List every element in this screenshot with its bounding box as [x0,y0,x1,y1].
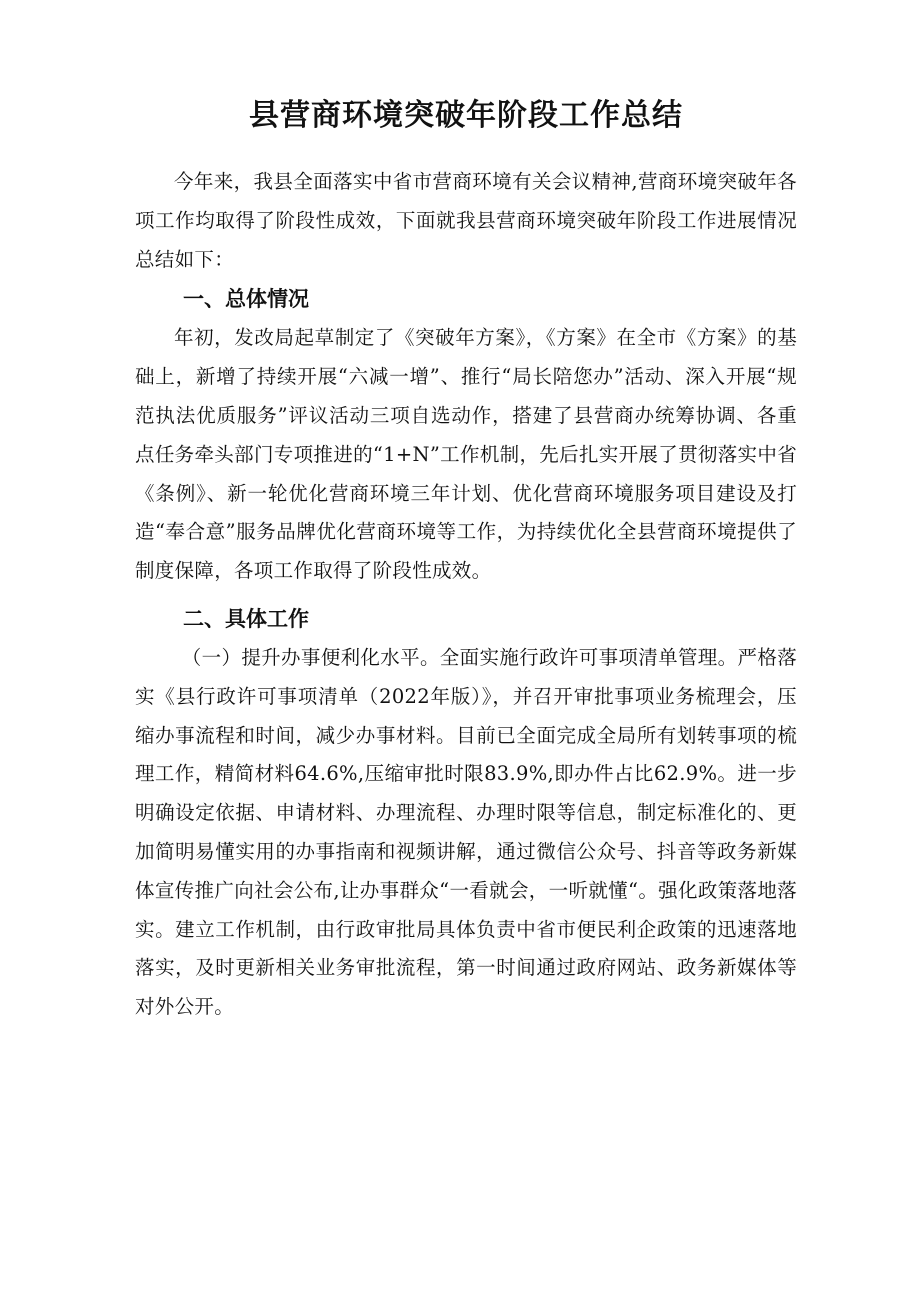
section-body-overall: 年初，发改局起草制定了《突破年方案》，《方案》在全市《方案》的基础上，新增了持续开展“六减一增”、推行“局长陪您办”活动、深入开展“规范执法优质服务”评议活动三项自选动作，搭建了县营商办统筹协调、各重点任务牵头部门专项推进的“1+N”工作机制，先后扎实开展了贯彻落实中省《条例》、新一轮优化营商环境三年计划、优化营商环境服务项目建设及打造“奉合意”服务品牌优化营商环境等工作，为持续优化全县营商环境提供了制度保障，各项工作取得了阶段性成效。 [135,326,797,583]
section-heading-specific-work: 二、具体工作 [183,606,309,631]
document-title: 县营商环境突破年阶段工作总结 [249,98,683,133]
document-page [135,96,797,1027]
section-heading-overall: 一、总体情况 [183,287,309,312]
section-body-specific-work: （一）提升办事便利化水平。全面实施行政许可事项清单管理。严格落实《县行政许可事项清单（2022年版）》，并召开审批事项业务梳理会，压缩办事流程和时间，减少办事材料。目前已全面完成全局所有划转事项的梳理工作，精简材料64.6%,压缩审批时限83.9%,即办件占比62.9%。进一步明确设定依据、申请材料、办理流程、办理时限等信息，制定标准化的、更加简明易懂实用的办事指南和视频讲解，通过微信公众号、抖音等政务新媒体宣传推广向社会公布,让办事群众“一看就会，一听就懂“。强化政策落地落实。建立工作机制，由行政审批局具体负责中省市便民利企政策的迅速落地落实，及时更新相关业务审批流程，第一时间通过政府网站、政务新媒体等对外公开。 [135,645,797,1019]
intro-paragraph: 今年来，我县全面落实中省市营商环境有关会议精神,营商环境突破年各项工作均取得了阶段性成效，下面就我县营商环境突破年阶段工作进展情况总结如下： [135,170,797,271]
